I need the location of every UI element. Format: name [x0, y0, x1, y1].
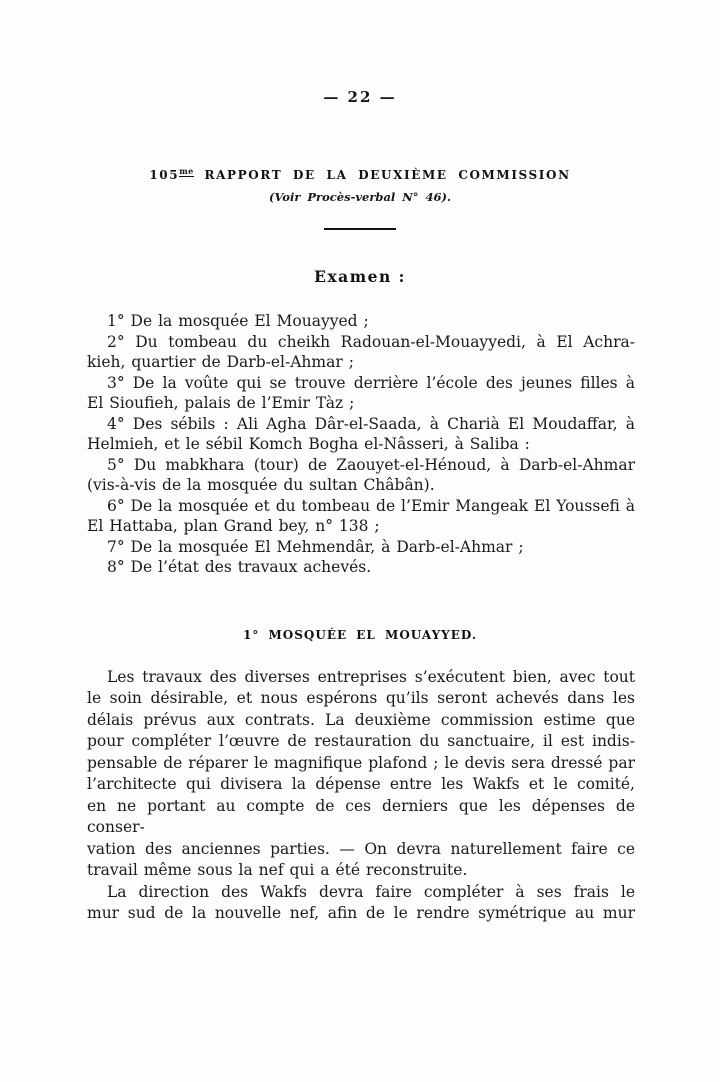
examen-heading: Examen :: [314, 267, 406, 286]
examen-list-item: [87, 557, 635, 578]
text-line: 6° De la mosquée et du tombeau de l’Emir Mangeak El Youssefi à: [107, 496, 635, 515]
body-paragraph: [87, 882, 635, 925]
text-line: 1° De la mosquée El Mouayyed ;: [107, 312, 369, 330]
examen-list-item: [87, 414, 635, 455]
report-number: 105: [149, 168, 180, 182]
text-line: 3° De la voûte qui se trouve derrière l’école des jeunes filles à: [107, 373, 635, 392]
text-line: mur sud de la nouvelle nef, afin de le rendre symétrique au mur: [87, 904, 635, 922]
examen-list-item: [87, 373, 635, 414]
examen-list-item: [87, 455, 635, 496]
section-heading: 1° MOSQUÉE EL MOUAYYED.: [242, 627, 478, 642]
text-line: El Sioufieh, palais de l’Emir Tàz ;: [87, 394, 355, 412]
text-line: vation des anciennes parties. — On devra naturellement faire ce: [87, 839, 635, 858]
text-line: pensable de réparer le magnifique plafond ; le devis sera dressé par: [87, 753, 635, 772]
text-line: (vis-à-vis de la mosquée du sultan Châbân).: [87, 476, 435, 494]
text-line: Les travaux des diverses entreprises s’exécutent bien, avec tout: [107, 667, 635, 686]
examen-list-item: [87, 537, 635, 558]
text-line: pour compléter l’œuvre de restauration du sanctuaire, il est indis-: [87, 732, 635, 750]
text-line: 2° Du tombeau du cheikh Radouan-el-Mouayyedi, à El Achra-: [107, 332, 635, 351]
examen-list: [87, 311, 635, 578]
text-line: 8° De l’état des travaux achevés.: [107, 558, 372, 576]
text-line: 5° Du mabkhara (tour) de Zaouyet-el-Hénoud, à Darb-el-Ahmar: [107, 455, 635, 474]
text-line: l’architecte qui divisera la dépense entre les Wakfs et le comité,: [87, 775, 635, 793]
examen-list-item: [87, 496, 635, 537]
report-title: [0, 166, 720, 182]
text-line: El Hattaba, plan Grand bey, n° 138 ;: [87, 517, 380, 535]
body-paragraph: [87, 667, 635, 882]
examen-list-item: [87, 311, 635, 332]
report-title-text: RAPPORT DE LA DEUXIÈME COMMISSION: [193, 168, 571, 182]
body-text: [87, 667, 635, 925]
text-line: La direction des Wakfs devra faire compléter à ses frais le: [107, 882, 635, 901]
text-line: en ne portant au compte de ces derniers que les dépenses de conser-: [87, 796, 635, 836]
divider-rule: [324, 228, 396, 230]
text-line: travail même sous la nef qui a été reconstruite.: [87, 861, 468, 879]
text-line: 4° Des sébils : Ali Agha Dâr-el-Saada, à Charià El Moudaffar, à: [107, 414, 635, 433]
page-number: — 22 —: [323, 88, 397, 106]
text-line: délais prévus aux contrats. La deuxième commission estime que: [87, 710, 635, 729]
text-line: 7° De la mosquée El Mehmendâr, à Darb-el-Ahmar ;: [107, 537, 524, 556]
report-subtitle: (Voir Procès-verbal N° 46).: [269, 190, 451, 204]
examen-list-item: [87, 332, 635, 373]
text-line: kieh, quartier de Darb-el-Ahmar ;: [87, 353, 354, 371]
text-line: Helmieh, et le sébil Komch Bogha el-Nâsseri, à Saliba :: [87, 435, 530, 453]
report-number-ordinal-suffix: me: [179, 166, 194, 176]
text-line: le soin désirable, et nous espérons qu’ils seront achevés dans les: [87, 689, 635, 707]
